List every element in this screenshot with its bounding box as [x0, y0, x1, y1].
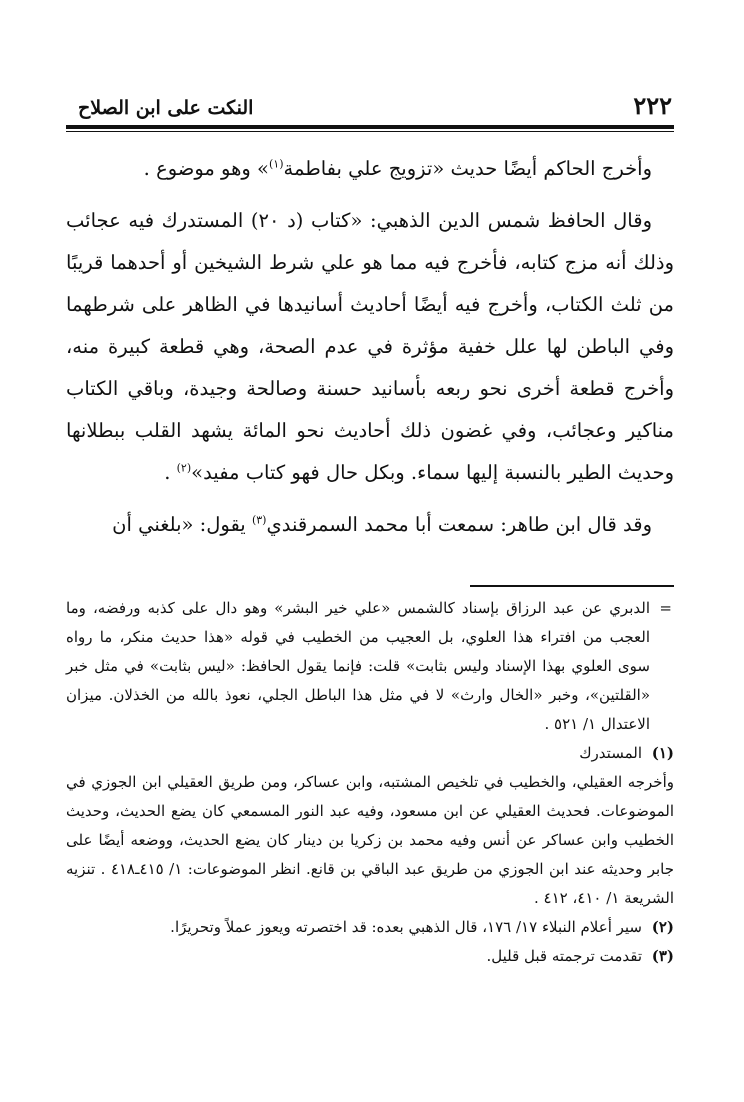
header-rule-thick — [66, 125, 674, 129]
footnotes — [66, 594, 674, 971]
paragraph-1 — [66, 148, 674, 190]
running-title: النكت على ابن الصلاح — [78, 97, 254, 119]
page-header — [72, 88, 672, 124]
footnote-number-1: (١) — [651, 744, 674, 762]
paragraph-2 — [66, 200, 674, 494]
paragraph-1-before: وأخرج الحاكم أيضًا حديث «تزويج علي بفاطمة — [283, 157, 652, 180]
header-rule-thin — [66, 131, 674, 132]
footnote-ref-2[interactable]: (٢) — [176, 461, 192, 475]
paragraph-2-text: وقال الحافظ شمس الدين الذهبي: «كتاب (د ٢٠) المستدرك فيه عجائب وذلك أنه مزج كتابه، فأخرج فيه مما هو علي شرط الشيخين أو أحدهما قريبًا من ثلث الكتاب، وأخرج فيه أيضًا أحاديث أسانيدها في الظاهر على شرطهما وفي الباطن لها علل خفية مؤثرة في عدم الصحة، وهي قطعة كبيرة منه، وأخرج قطعة أخرى نحو ربعه بأسانيد حسنة وصالحة وجيدة، وباقي الكتاب مناكير وعجائب، وفي غضون ذلك أحاديث نحو المائة يشهد القلب ببطلانها وحديث الطير بالنسبة إليها سماء. وبكل حال فهو كتاب مفيد» — [66, 209, 674, 484]
footnote-1-body: وأخرجه العقيلي، والخطيب في تلخيص المشتبه، وابن عساكر، ومن طريق العقيلي ابن الجوزي في الموضوعات. فحديث العقيلي عن ابن مسعود، وفيه عبد النور المسمعي كان يضع الحديث، وحديث الخطيب وابن عساكر عن أنس وفيه محمد بن زكريا بن دينار كان يضع الحديث، ووضعه أيضًا على جابر وحديثه عند ابن الجوزي من طريق عبد الباقي بن قانع. انظر الموضوعات: ١/ ٤١٥ـ٤١٨ . تنزيه الشريعة ١/ ٤١٠، ٤١٢ . — [66, 773, 674, 907]
footnote-continuation — [66, 594, 674, 739]
footnote-1 — [66, 739, 674, 768]
page-number: ٢٢٢ — [633, 91, 672, 120]
footnote-title-1: المستدرك — [579, 744, 642, 762]
paragraph-3-before: وقد قال ابن طاهر: سمعت أبا محمد السمرقندي — [266, 513, 652, 536]
footnote-3 — [66, 942, 674, 971]
footnote-number-3: (٣) — [651, 947, 674, 965]
paragraph-3-after: يقول: «بلغني أن — [112, 513, 252, 536]
footnote-ref-3[interactable]: (٣) — [251, 513, 267, 527]
footnote-2 — [66, 913, 674, 942]
footnote-separator — [470, 585, 674, 587]
main-text — [66, 148, 674, 546]
footnote-ref-1[interactable]: (١) — [268, 157, 284, 171]
paragraph-1-after: » وهو موضوع . — [143, 157, 269, 180]
continuation-marker: = — [659, 599, 672, 617]
paragraph-2-after: . — [164, 461, 177, 484]
paragraph-3 — [66, 504, 674, 546]
footnote-text-3: تقدمت ترجمته قبل قليل. — [486, 947, 642, 965]
footnote-number-2: (٢) — [651, 918, 674, 936]
footnote-text-2: سير أعلام النبلاء ١٧/ ١٧٦، قال الذهبي بعده: قد اختصرته ويعوز عملاً وتحريرًا. — [170, 918, 642, 936]
continuation-text: الدبري عن عبد الرزاق بإسناد كالشمس «علي خير البشر» وهو دال على كذبه ورفضه، وما العجب من افتراء هذا العلوي، بل العجيب من الخطيب في قوله «هذا حديث منكر، ما رواه سوى العلوي بهذا الإسناد وليس بثابت» قلت: فإنما يقول الحافظ: «ليس بثابت» في مثل خبر «القلتين»، وخبر «الخال وارث» لا في مثل هذا الباطل الجلي، نعوذ بالله من الخذلان. ميزان الاعتدال ١/ ٥٢١ . — [66, 599, 650, 733]
